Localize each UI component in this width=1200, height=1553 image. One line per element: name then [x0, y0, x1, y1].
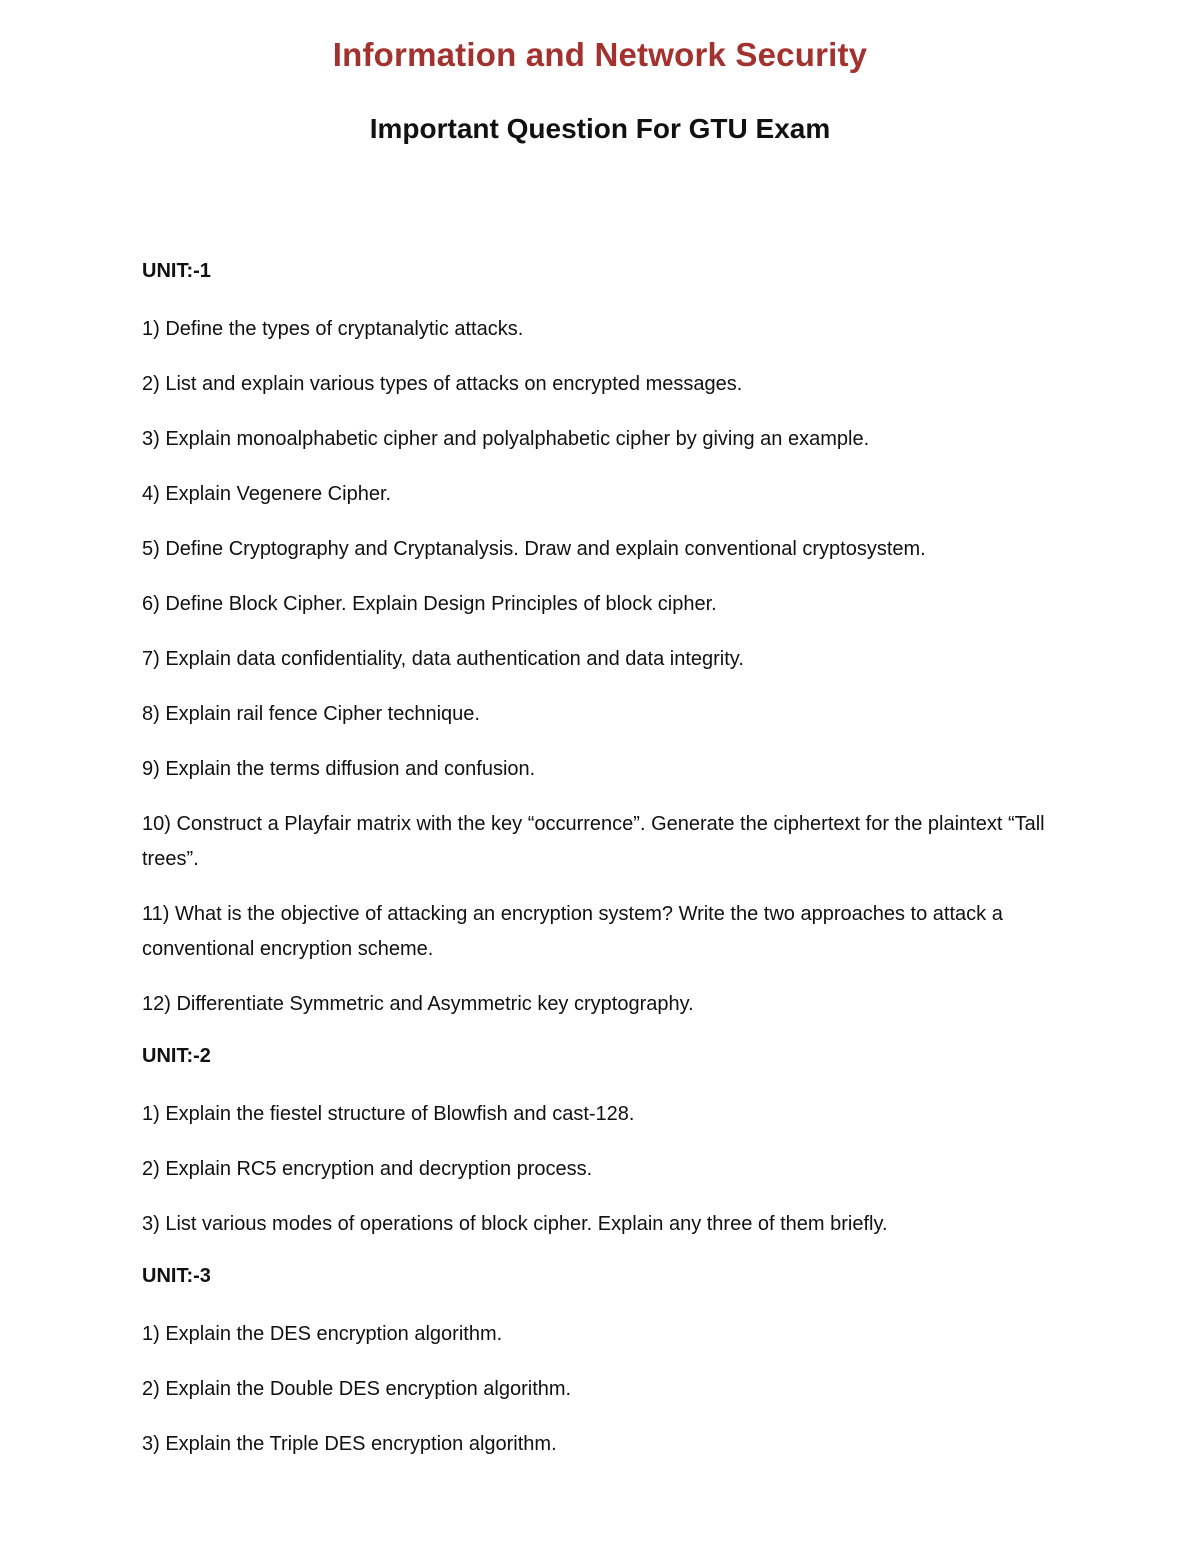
document-subtitle: Important Question For GTU Exam — [369, 113, 831, 144]
unit1-question-7: 7) Explain data confidentiality, data authentication and data integrity. — [142, 648, 744, 670]
unit-heading-2: UNIT:-2 — [142, 1045, 211, 1067]
unit-heading-1: UNIT:-1 — [142, 260, 211, 282]
unit1-question-12: 12) Differentiate Symmetric and Asymmetric key cryptography. — [142, 993, 694, 1015]
unit1-question-3: 3) Explain monoalphabetic cipher and polyalphabetic cipher by giving an example. — [142, 428, 870, 450]
unit3-question-3: 3) Explain the Triple DES encryption algorithm. — [142, 1433, 557, 1455]
unit2-question-1: 1) Explain the fiestel structure of Blowfish and cast-128. — [142, 1103, 635, 1125]
unit3-question-1: 1) Explain the DES encryption algorithm. — [142, 1323, 503, 1345]
unit1-question-5: 5) Define Cryptography and Cryptanalysis. Draw and explain conventional cryptosystem. — [142, 538, 926, 560]
unit2-question-3: 3) List various modes of operations of block cipher. Explain any three of them briefly. — [142, 1213, 888, 1235]
unit1-question-10: 10) Construct a Playfair matrix with the key “occurrence”. Generate the ciphertext for the plaintext “Tall trees”. — [142, 813, 1045, 870]
unit3-question-2: 2) Explain the Double DES encryption algorithm. — [142, 1378, 572, 1400]
unit1-question-9: 9) Explain the terms diffusion and confusion. — [142, 758, 536, 780]
unit1-question-2: 2) List and explain various types of attacks on encrypted messages. — [142, 373, 743, 395]
unit1-question-11: 11) What is the objective of attacking an encryption system? Write the two approaches to attack a conventional encryption scheme. — [142, 903, 1003, 960]
unit1-question-4: 4) Explain Vegenere Cipher. — [142, 483, 392, 505]
unit1-question-6: 6) Define Block Cipher. Explain Design Principles of block cipher. — [142, 593, 717, 615]
unit-heading-3: UNIT:-3 — [142, 1265, 211, 1287]
unit2-question-2: 2) Explain RC5 encryption and decryption process. — [142, 1158, 593, 1180]
unit1-question-1: 1) Define the types of cryptanalytic attacks. — [142, 318, 524, 340]
question-list — [142, 257, 1072, 1482]
unit1-question-8: 8) Explain rail fence Cipher technique. — [142, 703, 480, 725]
document-title: Information and Network Security — [332, 36, 868, 73]
